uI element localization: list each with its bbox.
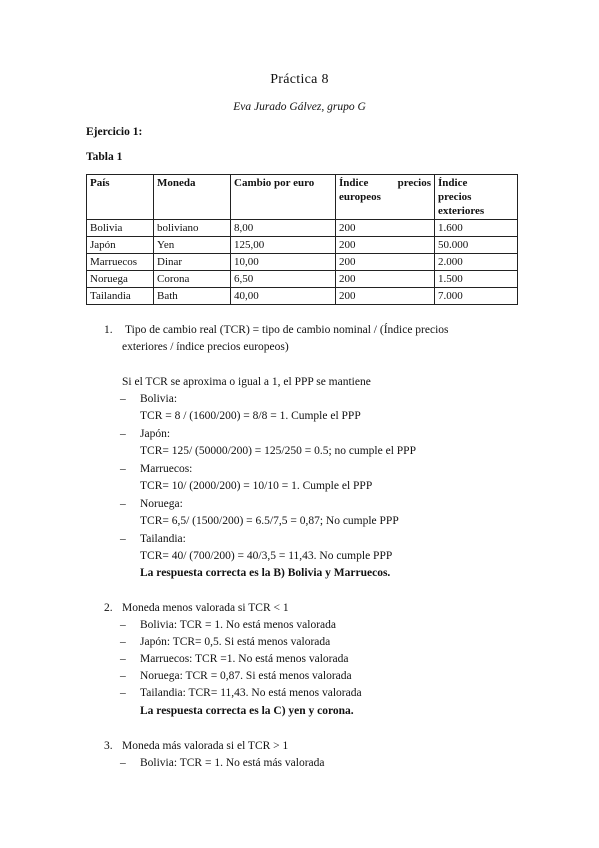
q2-answer: La respuesta correcta es la C) yen y corona.	[140, 705, 354, 717]
bullet-dash: –	[120, 636, 126, 648]
document-title: Práctica 8	[270, 72, 329, 87]
header-text: europeos	[339, 191, 381, 203]
q1-calc: TCR= 40/ (700/200) = 40/3,5 = 11,43. No cumple PPP	[140, 550, 393, 562]
data-table	[86, 174, 518, 305]
table-cell: 200	[336, 271, 435, 288]
q1-country: Noruega:	[140, 498, 183, 510]
q2-item: Japón: TCR= 0,5. Si está menos valorada	[140, 636, 331, 648]
table-cell: 6,50	[231, 271, 336, 288]
table-cell: 200	[336, 288, 435, 305]
bullet-dash: –	[120, 393, 126, 405]
exercise-heading: Ejercicio 1:	[86, 126, 143, 138]
q3-item: Bolivia: TCR = 1. No está más valorada	[140, 757, 325, 769]
q1-country: Marruecos:	[140, 463, 193, 475]
q2-number: 2.	[104, 602, 113, 614]
table-cell: 1.500	[435, 271, 518, 288]
author-line: Eva Jurado Gálvez, grupo G	[233, 101, 366, 113]
col-header-pais: País	[87, 175, 154, 220]
q1-calc: TCR= 10/ (2000/200) = 10/10 = 1. Cumple el PPP	[140, 480, 373, 492]
table-cell: 8,00	[231, 220, 336, 237]
table-cell: Tailandia	[87, 288, 154, 305]
bullet-dash: –	[120, 757, 126, 769]
table-row	[87, 237, 518, 254]
header-text: precios	[397, 177, 431, 189]
q1-calc: TCR = 8 / (1600/200) = 8/8 = 1. Cumple el PPP	[140, 410, 361, 422]
q1-country: Bolivia:	[140, 393, 178, 405]
q2-text: Moneda menos valorada si TCR < 1	[122, 602, 289, 614]
header-text: Índice	[339, 177, 369, 189]
table-row	[87, 288, 518, 305]
bullet-dash: –	[120, 653, 126, 665]
table-cell: 2.000	[435, 254, 518, 271]
table-cell: 1.600	[435, 220, 518, 237]
q2-item: Tailandia: TCR= 11,43. No está menos valorada	[140, 687, 362, 699]
q3-text: Moneda más valorada si el TCR > 1	[122, 740, 289, 752]
table-cell: 200	[336, 237, 435, 254]
q1-number: 1.	[104, 324, 113, 336]
bullet-dash: –	[120, 463, 126, 475]
table-cell: Bath	[154, 288, 231, 305]
table-cell: 7.000	[435, 288, 518, 305]
q1-answer: La respuesta correcta es la B) Bolivia y Marruecos.	[140, 567, 391, 579]
table-cell: 50.000	[435, 237, 518, 254]
bullet-dash: –	[120, 687, 126, 699]
col-header-indice-exteriores	[435, 175, 518, 220]
table-cell: Corona	[154, 271, 231, 288]
q1-country: Tailandia:	[140, 533, 186, 545]
table-cell: Yen	[154, 237, 231, 254]
q1-calc: TCR= 125/ (50000/200) = 125/250 = 0.5; no cumple el PPP	[140, 445, 416, 457]
table-cell: Japón	[87, 237, 154, 254]
header-text: precios	[438, 191, 472, 203]
q3-number: 3.	[104, 740, 113, 752]
q1-intro: Si el TCR se aproxima o igual a 1, el PPP se mantiene	[122, 376, 371, 388]
table-cell: 10,00	[231, 254, 336, 271]
table-row	[87, 254, 518, 271]
table-heading: Tabla 1	[86, 151, 123, 163]
q2-item: Marruecos: TCR =1. No está menos valorada	[140, 653, 349, 665]
table-cell: 200	[336, 220, 435, 237]
table-cell: 200	[336, 254, 435, 271]
bullet-dash: –	[120, 670, 126, 682]
bullet-dash: –	[120, 498, 126, 510]
q1-calc: TCR= 6,5/ (1500/200) = 6.5/7,5 = 0,87; No cumple PPP	[140, 515, 399, 527]
table-row	[87, 220, 518, 237]
col-header-moneda: Moneda	[154, 175, 231, 220]
table-cell: 40,00	[231, 288, 336, 305]
bullet-dash: –	[120, 533, 126, 545]
table-cell: Dinar	[154, 254, 231, 271]
bullet-dash: –	[120, 619, 126, 631]
table-cell: Marruecos	[87, 254, 154, 271]
header-text: exteriores	[438, 205, 485, 217]
table-cell: boliviano	[154, 220, 231, 237]
table-cell: Noruega	[87, 271, 154, 288]
col-header-indice-europeos	[336, 175, 435, 220]
q1-country: Japón:	[140, 428, 171, 440]
table-cell: Bolivia	[87, 220, 154, 237]
table-row	[87, 271, 518, 288]
table-header-row	[87, 175, 518, 220]
bullet-dash: –	[120, 428, 126, 440]
col-header-cambio: Cambio por euro	[231, 175, 336, 220]
q1-text-line1: Tipo de cambio real (TCR) = tipo de cambio nominal / (Índice precios	[125, 324, 449, 336]
header-text: Índice	[438, 177, 468, 189]
q2-item: Bolivia: TCR = 1. No está menos valorada	[140, 619, 336, 631]
q1-text-line2: exteriores / índice precios europeos)	[122, 341, 289, 353]
table-cell: 125,00	[231, 237, 336, 254]
q2-item: Noruega: TCR = 0,87. Si está menos valorada	[140, 670, 352, 682]
